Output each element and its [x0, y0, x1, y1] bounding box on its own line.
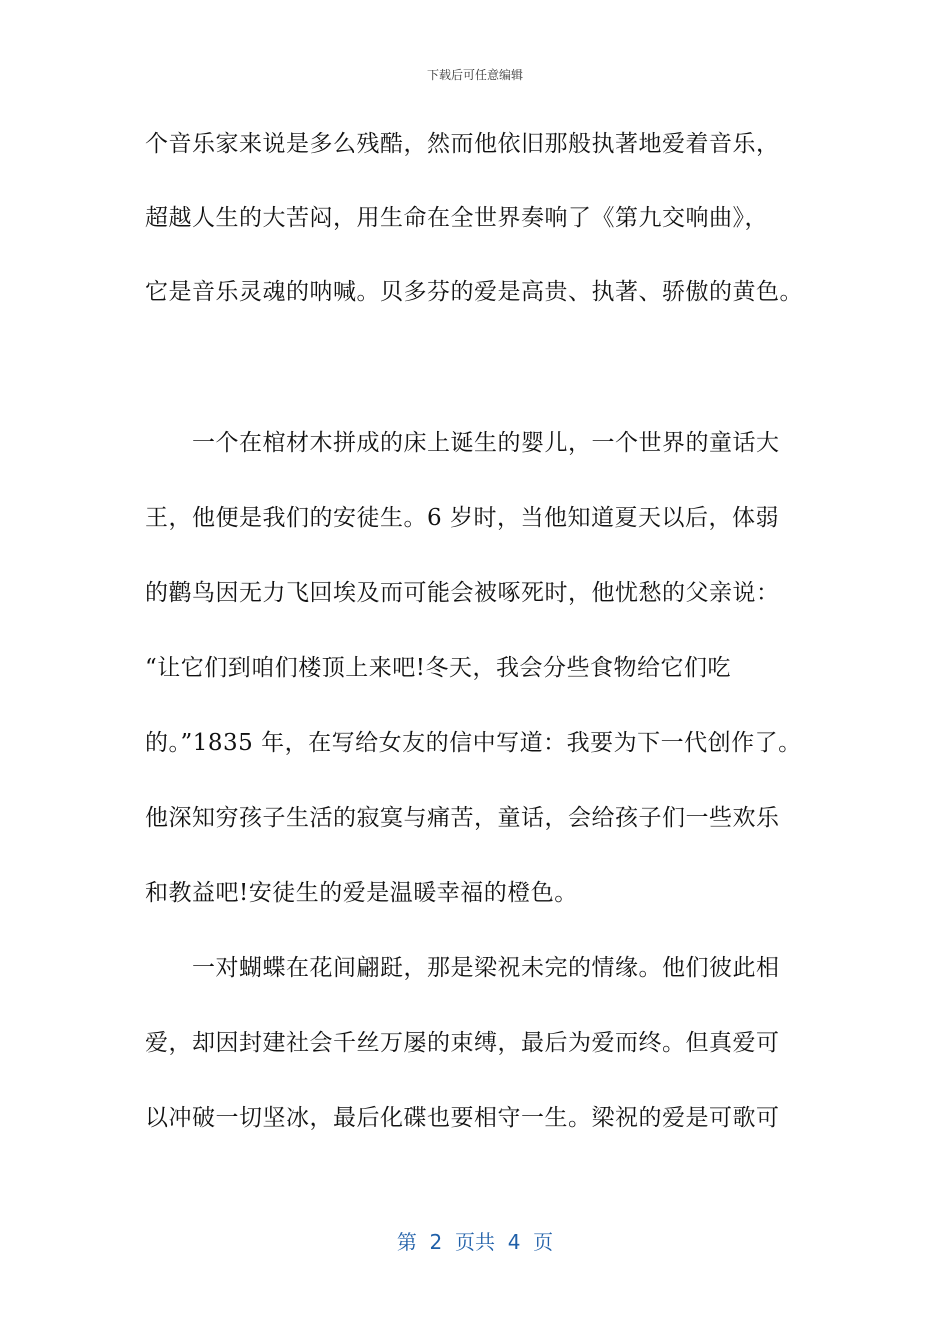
paragraph-line: 个音乐家来说是多么残酷，然而他依旧那般执著地爱着音乐，	[145, 131, 780, 157]
paragraph-line: 超越人生的大苦闷，用生命在全世界奏响了《第九交响曲》，	[145, 205, 768, 231]
page-indicator: 第 2 页共 4 页	[396, 1230, 554, 1254]
paragraph-line: 的鹳鸟因无力飞回埃及而可能会被啄死时，他忧愁的父亲说：	[145, 580, 780, 606]
paragraph-line: 爱，却因封建社会千丝万屡的束缚，最后为爱而终。但真爱可	[145, 1030, 780, 1056]
paragraph-line: 以冲破一切坚冰，最后化碟也要相守一生。梁祝的爱是可歌可	[145, 1105, 780, 1131]
paragraph-line: 他深知穷孩子生活的寂寞与痛苦，童话，会给孩子们一些欢乐	[145, 805, 780, 831]
header-note: 下载后可任意编辑	[426, 68, 523, 82]
paragraph-line: “让它们到咱们楼顶上来吧!冬天，我会分些食物给它们吃	[145, 655, 732, 681]
paragraph-line: 它是音乐灵魂的呐喊。贝多芬的爱是高贵、执著、骄傲的黄色。	[145, 279, 803, 305]
paragraph-line: 和教益吧!安徒生的爱是温暖幸福的橙色。	[145, 880, 578, 906]
paragraph-line: 王，他便是我们的安徒生。6 岁时，当他知道夏天以后，体弱	[145, 505, 779, 531]
paragraph-line: 的。”1835 年，在写给女友的信中写道：我要为下一代创作了。	[145, 730, 802, 756]
paragraph-line: 一个在棺材木拼成的床上诞生的婴儿，一个世界的童话大	[145, 430, 780, 456]
paragraph-line: 一对蝴蝶在花间翩跹，那是梁祝未完的情缘。他们彼此相	[145, 955, 780, 981]
